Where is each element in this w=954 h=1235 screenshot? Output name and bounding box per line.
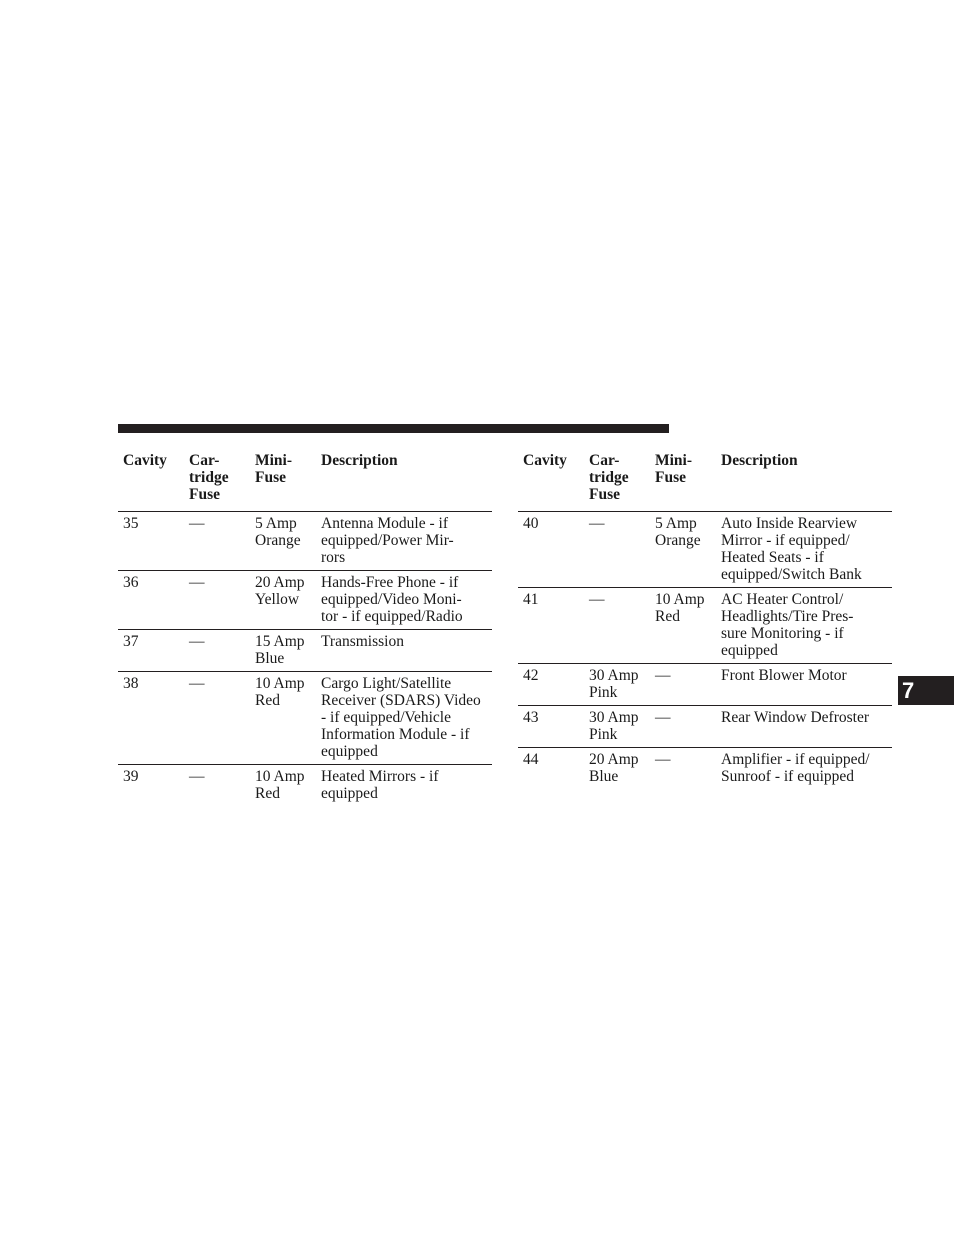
table-row [518,588,892,664]
cell-cavity: 40 [518,512,584,588]
cell-description: Front Blower Motor [716,664,892,706]
header-mini-fuse: Mini- Fuse [250,451,316,512]
cell-cavity: 38 [118,672,184,765]
table-row [518,748,892,790]
cell-cartridge-fuse: — [184,672,250,765]
chapter-tab: 7 [898,676,954,705]
cell-cartridge-fuse: — [184,512,250,571]
table-header-row [518,451,892,512]
cell-cavity: 41 [518,588,584,664]
cell-description: Auto Inside Rearview Mirror - if equipped/ Heated Seats - if equipped/Switch Bank [716,512,892,588]
cell-cartridge-fuse: — [184,630,250,672]
table-row [118,630,492,672]
cell-mini-fuse: 10 Amp Red [250,672,316,765]
cell-mini-fuse: — [650,706,716,748]
fuse-table-right [518,451,892,789]
cell-mini-fuse: 10 Amp Red [650,588,716,664]
cell-cavity: 39 [123,768,139,785]
table-row [118,571,492,630]
header-cavity: Cavity [518,451,584,512]
header-description: Description [316,451,492,512]
cell-description: Transmission [316,630,492,672]
table-row [518,706,892,748]
cell-cartridge-fuse: — [189,768,205,785]
cell-cartridge-fuse: 30 Amp Pink [584,664,650,706]
cell-description: Heated Mirrors - if equipped [321,768,439,802]
cell-mini-fuse: 5 Amp Orange [650,512,716,588]
cell-cartridge-fuse: 30 Amp Pink [584,706,650,748]
cell-cavity: 42 [518,664,584,706]
header-mini-fuse: Mini- Fuse [650,451,716,512]
cell-description: Rear Window Defroster [716,706,892,748]
cell-description: Hands-Free Phone - if equipped/Video Moni- tor - if equipped/Radio [316,571,492,630]
header-cavity: Cavity [118,451,184,512]
cell-mini-fuse: 20 Amp Yellow [250,571,316,630]
cell-cavity: 37 [118,630,184,672]
cell-mini-fuse: 15 Amp Blue [250,630,316,672]
cell-cavity: 43 [518,706,584,748]
table-header-row [118,451,492,512]
table-row [518,664,892,706]
cell-description: AC Heater Control/ Headlights/Tire Pres- sure Monitoring - if equipped [716,588,892,664]
table-row [118,765,492,807]
cell-cartridge-fuse: — [584,512,650,588]
table-row [118,672,492,765]
cell-mini-fuse: 5 Amp Orange [250,512,316,571]
header-description: Description [716,451,892,512]
cell-cartridge-fuse: — [184,571,250,630]
cell-cartridge-fuse: 20 Amp Blue [589,751,639,785]
cell-description: Cargo Light/Satellite Receiver (SDARS) Video - if equipped/Vehicle Information Module - if equipped [316,672,492,765]
table-row [518,512,892,588]
cell-description: Antenna Module - if equipped/Power Mir- rors [316,512,492,571]
header-cartridge-fuse: Car- tridge Fuse [184,451,250,512]
cell-cavity: 36 [118,571,184,630]
fuse-table-left [118,451,492,806]
cell-cavity: 44 [523,751,539,768]
cell-mini-fuse: — [655,751,671,768]
cell-mini-fuse: 10 Amp Red [255,768,305,802]
table-row [118,512,492,571]
cell-cavity: 35 [118,512,184,571]
section-divider-bar [118,424,669,433]
header-cartridge-fuse: Car- tridge Fuse [584,451,650,512]
cell-mini-fuse: — [650,664,716,706]
cell-description: Amplifier - if equipped/ Sunroof - if equipped [721,751,870,785]
cell-cartridge-fuse: — [584,588,650,664]
